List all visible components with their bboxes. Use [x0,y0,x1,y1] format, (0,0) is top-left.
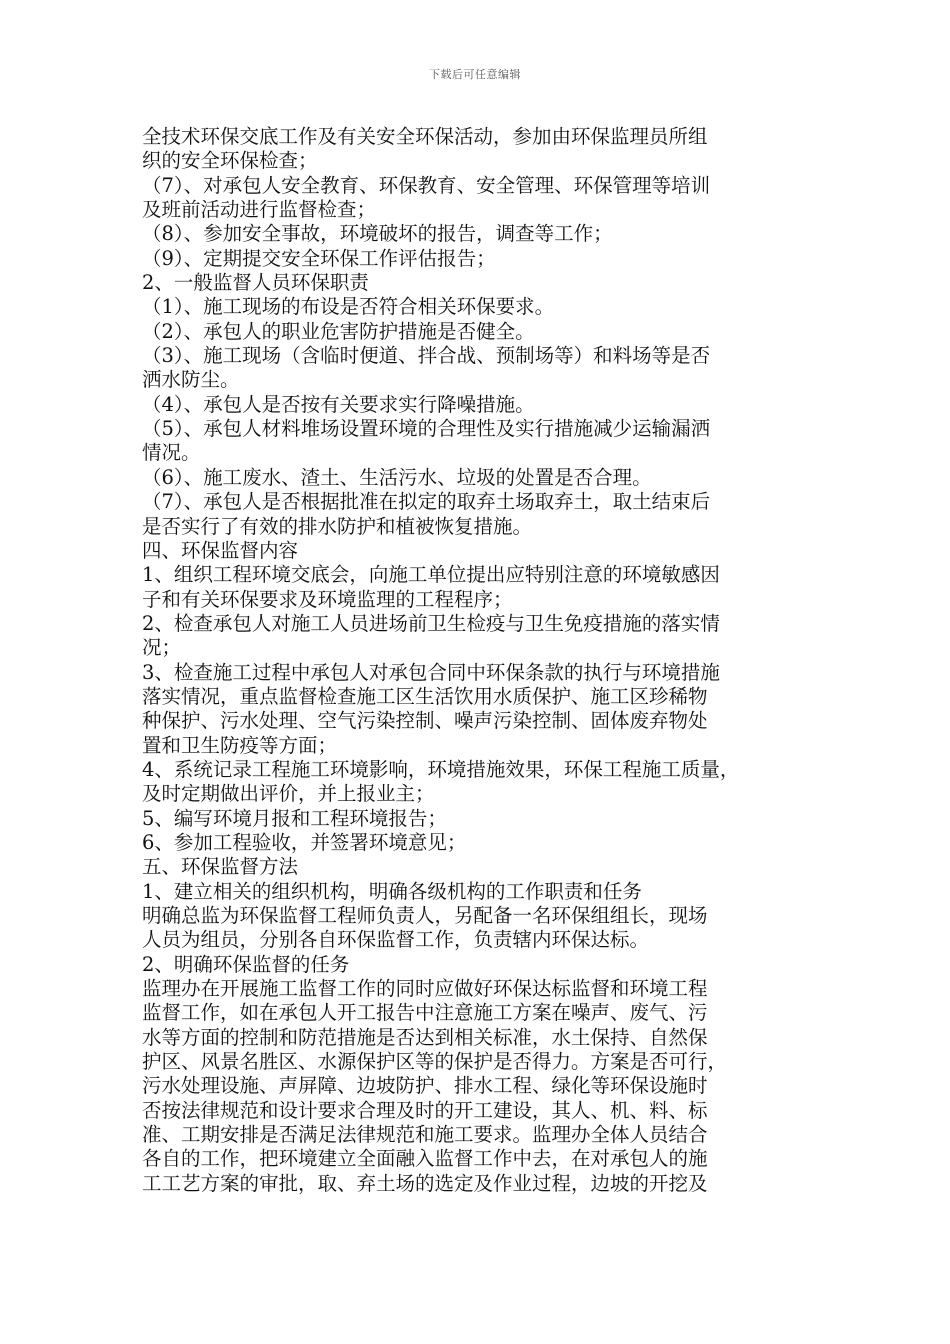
text-line: 2、一般监督人员环保职责 [142,271,369,295]
text-line: 2、明确环保监督的任务 [142,952,350,976]
text-line: 各自的工作，把环境建立全面融入监督工作中去，在对承包人的施 [142,1147,708,1171]
document-body [142,125,822,1196]
text-line: （7）、对承包人安全教育、环保教育、安全管理、环保管理等培训 [142,173,711,197]
text-line: 污水处理设施、声屏障、边坡防护、排水工程、绿化等环保设施时 [142,1074,708,1098]
text-line: 五、环保监督方法 [142,855,299,879]
text-line: 及时定期做出评价，并上报业主； [142,782,435,806]
text-line: （5）、承包人材料堆场设置环境的合理性及实行措施减少运输漏洒 [142,417,711,441]
text-line: 四、环保监督内容 [142,538,299,562]
text-line: （6）、施工废水、渣土、生活污水、垃圾的处置是否合理。 [142,465,652,489]
text-line: 1、建立相关的组织机构，明确各级机构的工作职责和任务 [142,879,642,903]
text-line: 1、组织工程环境交底会，向施工单位提出应特别注意的环境敏感因 [142,563,720,587]
text-line: 护区、风景名胜区、水源保护区等的保护是否得力。方案是否可行， [142,1050,728,1074]
text-line: （2）、承包人的职业危害防护措施是否健全。 [142,319,535,343]
text-line: 洒水防尘。 [142,368,240,392]
text-line: 种保护、污水处理、空气污染控制、噪声污染控制、固体废弃物处 [142,709,708,733]
text-line: 明确总监为环保监督工程师负责人，另配备一名环保组组长，现场 [142,904,708,927]
text-line: 子和有关环保要求及环境监理的工程程序； [142,587,513,611]
text-line: 准、工期安排是否满足法律规范和施工要求。监理办全体人员结合 [142,1123,708,1147]
text-line: 置和卫生防疫等方面； [142,733,338,757]
text-line: （1）、施工现场的布设是否符合相关环保要求。 [142,295,555,319]
text-line: 否按法律规范和设计要求合理及时的开工建设，其人、机、料、标 [142,1098,708,1122]
text-line: （7）、承包人是否根据批准在拟定的取弃土场取弃土，取土结束后 [142,490,711,514]
text-line: （9）、定期提交安全环保工作评估报告； [142,246,496,270]
text-line: 6、参加工程验收，并签署环境意见； [142,830,467,854]
text-line: （4）、承包人是否按有关要求实行降噪措施。 [142,392,535,416]
page-header: 下载后可任意编辑 [429,68,521,81]
text-line: 2、检查承包人对施工人员进场前卫生检疫与卫生免疫措施的落实情 [142,611,720,635]
text-line: 人员为组员，分别各自环保监督工作，负责辖内环保达标。 [142,928,650,952]
text-line: 全技术环保交底工作及有关安全环保活动，参加由环保监理员所组 [142,125,708,148]
text-line: 织的安全环保检查； [142,149,318,173]
text-line: 5、编写环境月报和工程环境报告； [142,806,447,830]
text-line: 监理办在开展施工监督工作的同时应做好环保达标监督和环境工程 [142,977,708,1001]
text-line: 水等方面的控制和防范措施是否达到相关标准，水土保持、自然保 [142,1025,708,1049]
text-line: 况； [142,636,182,660]
text-line: 3、检查施工过程中承包人对承包合同中环保条款的执行与环境措施 [142,660,720,684]
text-line: 监督工作，如在承包人开工报告中注意施工方案在噪声、废气、污 [142,1001,708,1025]
text-line: （3）、施工现场（含临时便道、拌合战、预制场等）和料场等是否 [142,344,711,368]
text-line: 落实情况，重点监督检查施工区生活饮用水质保护、施工区珍稀物 [142,684,708,708]
text-line: 是否实行了有效的排水防护和植被恢复措施。 [142,514,533,538]
text-line: 及班前活动进行监督检查； [142,198,377,222]
text-line: （8）、参加安全事故，环境破坏的报告，调查等工作； [142,222,613,246]
text-line: 工工艺方案的审批，取、弃土场的选定及作业过程，边坡的开挖及 [142,1171,708,1195]
text-line: 4、系统记录工程施工环境影响，环境措施效果，环保工程施工质量， [142,757,740,781]
text-line: 情况。 [142,441,201,465]
